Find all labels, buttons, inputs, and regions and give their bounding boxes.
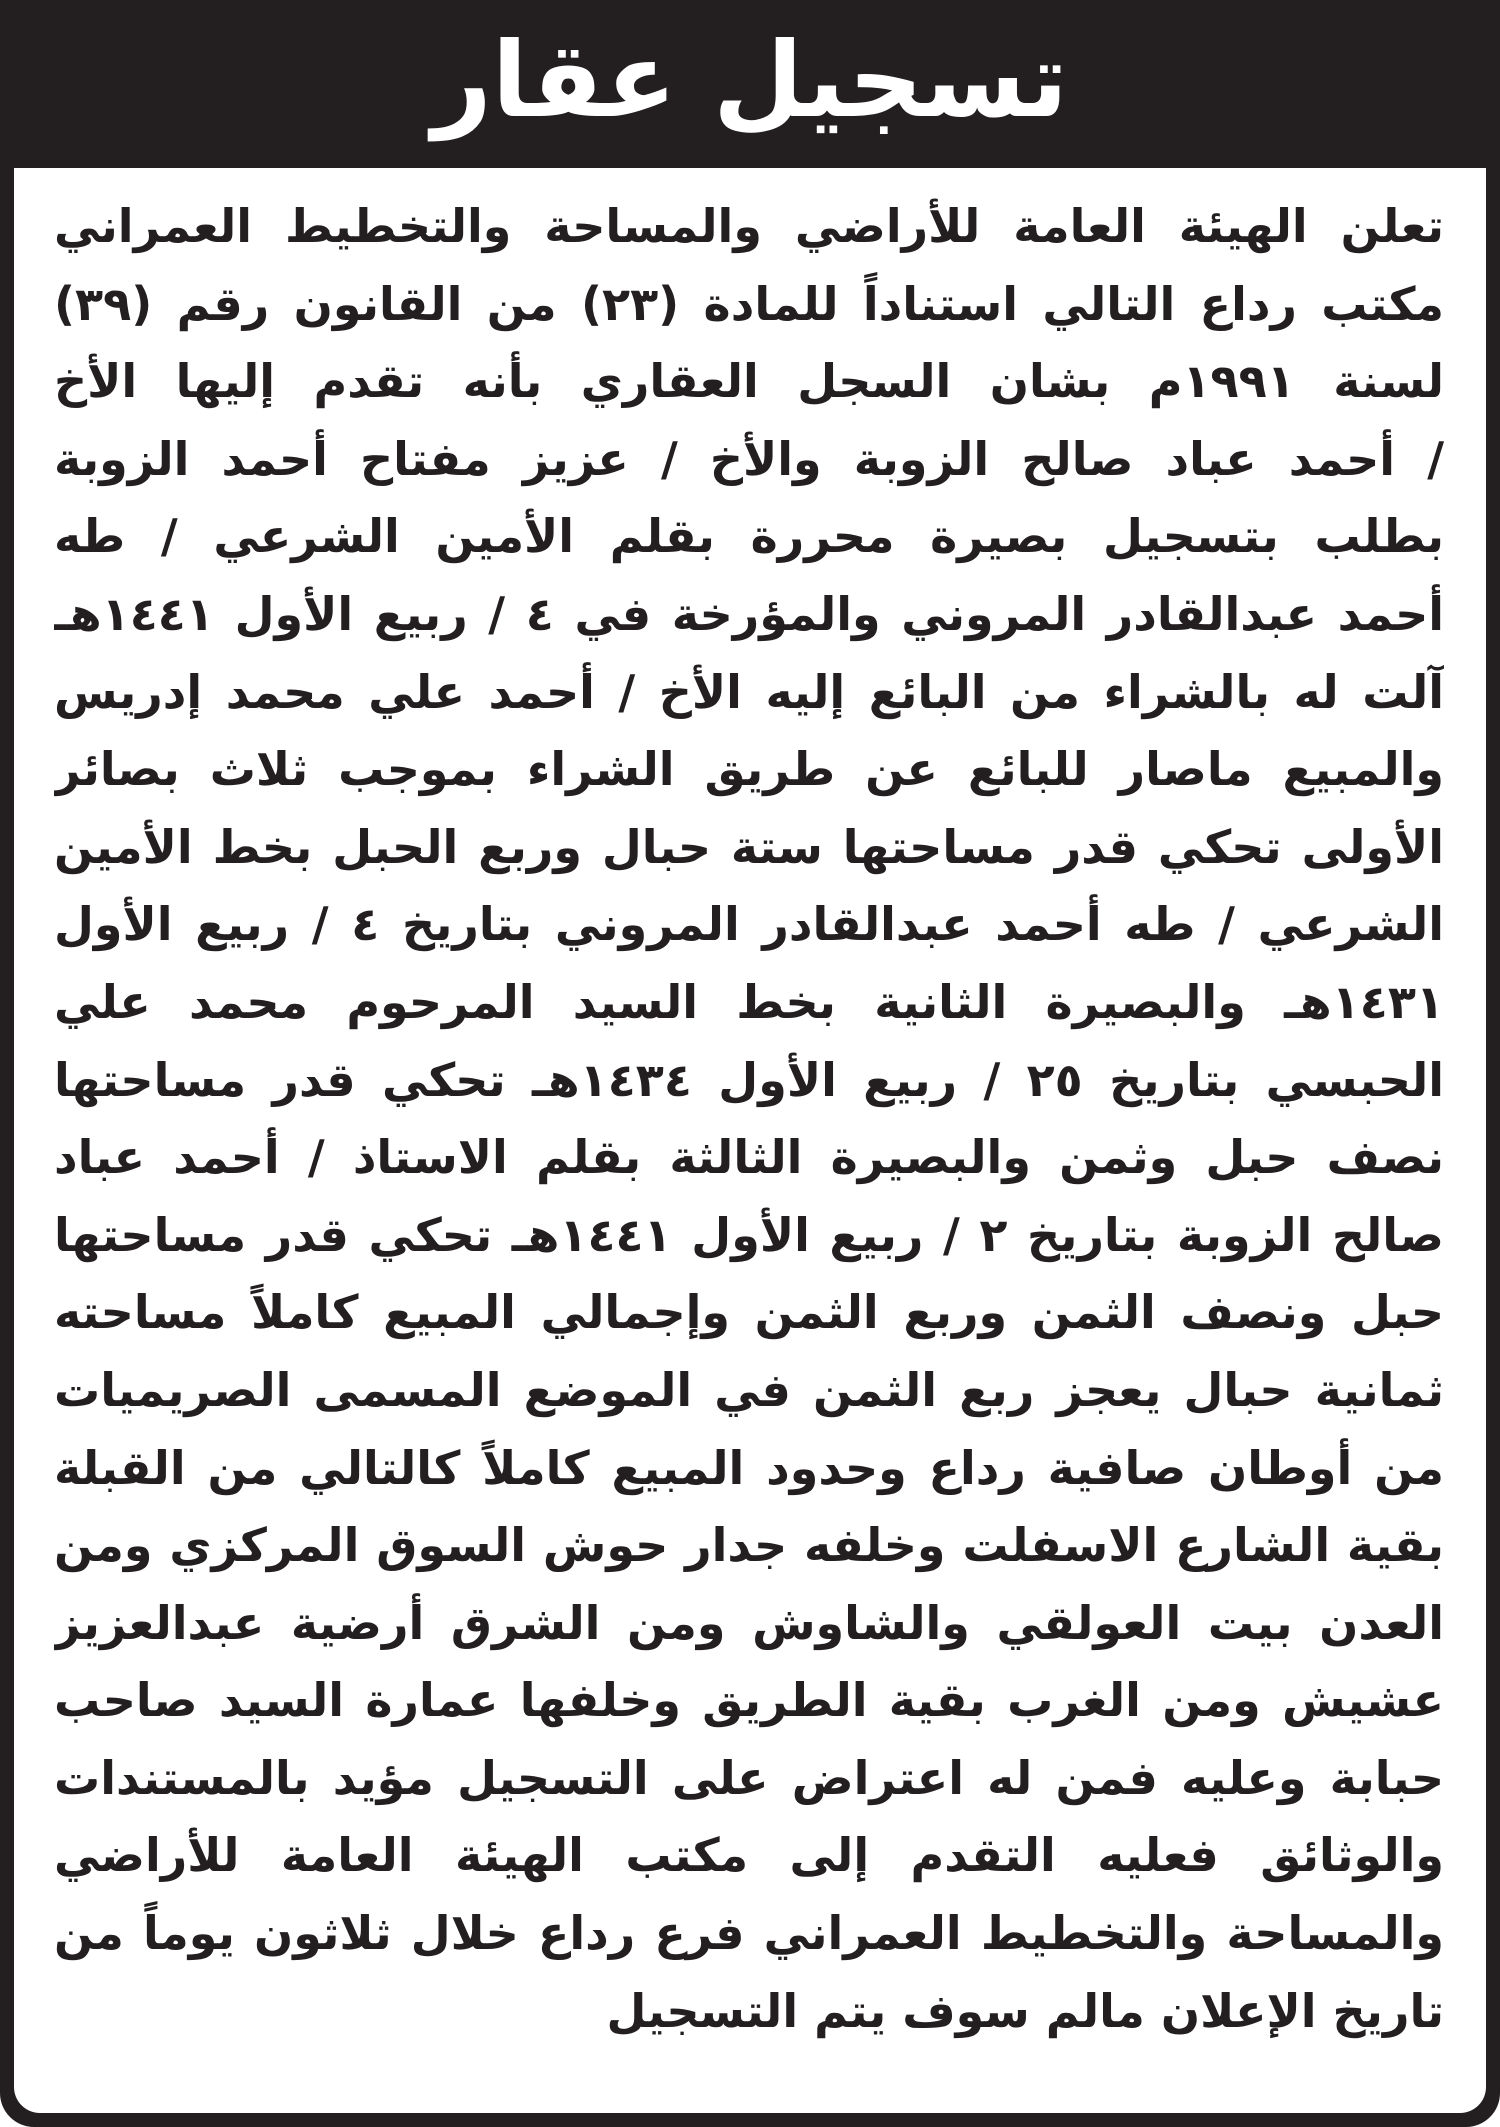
body-line: تاريخ الإعلان مالم سوف يتم التسجيل	[606, 1983, 1444, 2038]
body-line: عشيش ومن الغرب بقية الطريق وخلفها عمارة السيد صاحب	[54, 1673, 1444, 1728]
body-line: حبل ونصف الثمن وربع الثمن وإجمالي المبيع كاملاً مساحته	[54, 1285, 1444, 1340]
body-line: بقية الشارع الاسفلت وخلفه جدار حوش السوق المركزي ومن	[54, 1518, 1444, 1573]
body-line: ثمانية حبال يعجز ربع الثمن في الموضع المسمى الصريميات	[54, 1362, 1444, 1417]
body-line: لسنة ١٩٩١م بشان السجل العقاري بأنه تقدم إليها الأخ	[54, 354, 1444, 409]
notice-title: تسجيل عقار	[431, 19, 1069, 141]
body-line: الشرعي / طه أحمد عبدالقادر المروني بتاريخ ٤ / ربيع الأول	[54, 897, 1444, 952]
body-line: آلت له بالشراء من البائع إليه الأخ / أحمد علي محمد إدريس	[54, 664, 1444, 719]
body-line: أحمد عبدالقادر المروني والمؤرخة في ٤ / ربيع الأول ١٤٤١هـ	[54, 586, 1444, 641]
title-bar	[0, 0, 1500, 168]
body-line: العدن بيت العولقي والشاوش ومن الشرق أرضية عبدالعزيز	[54, 1595, 1444, 1650]
body-line: من أوطان صافية رداع وحدود المبيع كاملاً كالتالي من القبلة	[54, 1440, 1444, 1495]
notice-body	[14, 168, 1486, 2113]
body-line: حبابة وعليه فمن له اعتراض على التسجيل مؤيد بالمستندات	[54, 1750, 1444, 1805]
body-line: صالح الزوبة بتاريخ ٢ / ربيع الأول ١٤٤١هـ تحكي قدر مساحتها	[54, 1207, 1444, 1262]
body-line: والمساحة والتخطيط العمراني فرع رداع خلال ثلاثون يوماً من	[54, 1906, 1444, 1961]
body-line: الأولى تحكي قدر مساحتها ستة حبال وربع الحبل بخط الأمين	[54, 819, 1444, 874]
body-line: / أحمد عباد صالح الزوبة والأخ / عزيز مفتاح أحمد الزوبة	[54, 431, 1444, 486]
body-line: والمبيع ماصار للبائع عن طريق الشراء بموجب ثلاث بصائر	[54, 742, 1444, 797]
body-line: ١٤٣١هـ والبصيرة الثانية بخط السيد المرحوم محمد علي	[54, 974, 1444, 1029]
body-line: بطلب بتسجيل بصيرة محررة بقلم الأمين الشرعي / طه	[54, 509, 1444, 564]
body-line: نصف حبل وثمن والبصيرة الثالثة بقلم الاستاذ / أحمد عباد	[54, 1130, 1444, 1185]
body-line: تعلن الهيئة العامة للأراضي والمساحة والتخطيط العمراني	[54, 199, 1444, 253]
body-line: والوثائق فعليه التقدم إلى مكتب الهيئة العامة للأراضي	[54, 1828, 1444, 1883]
body-line: مكتب رداع التالي استناداً للمادة (٢٣) من القانون رقم (٣٩)	[54, 276, 1444, 331]
body-line: الحبسي بتاريخ ٢٥ / ربيع الأول ١٤٣٤هـ تحكي قدر مساحتها	[54, 1052, 1444, 1107]
